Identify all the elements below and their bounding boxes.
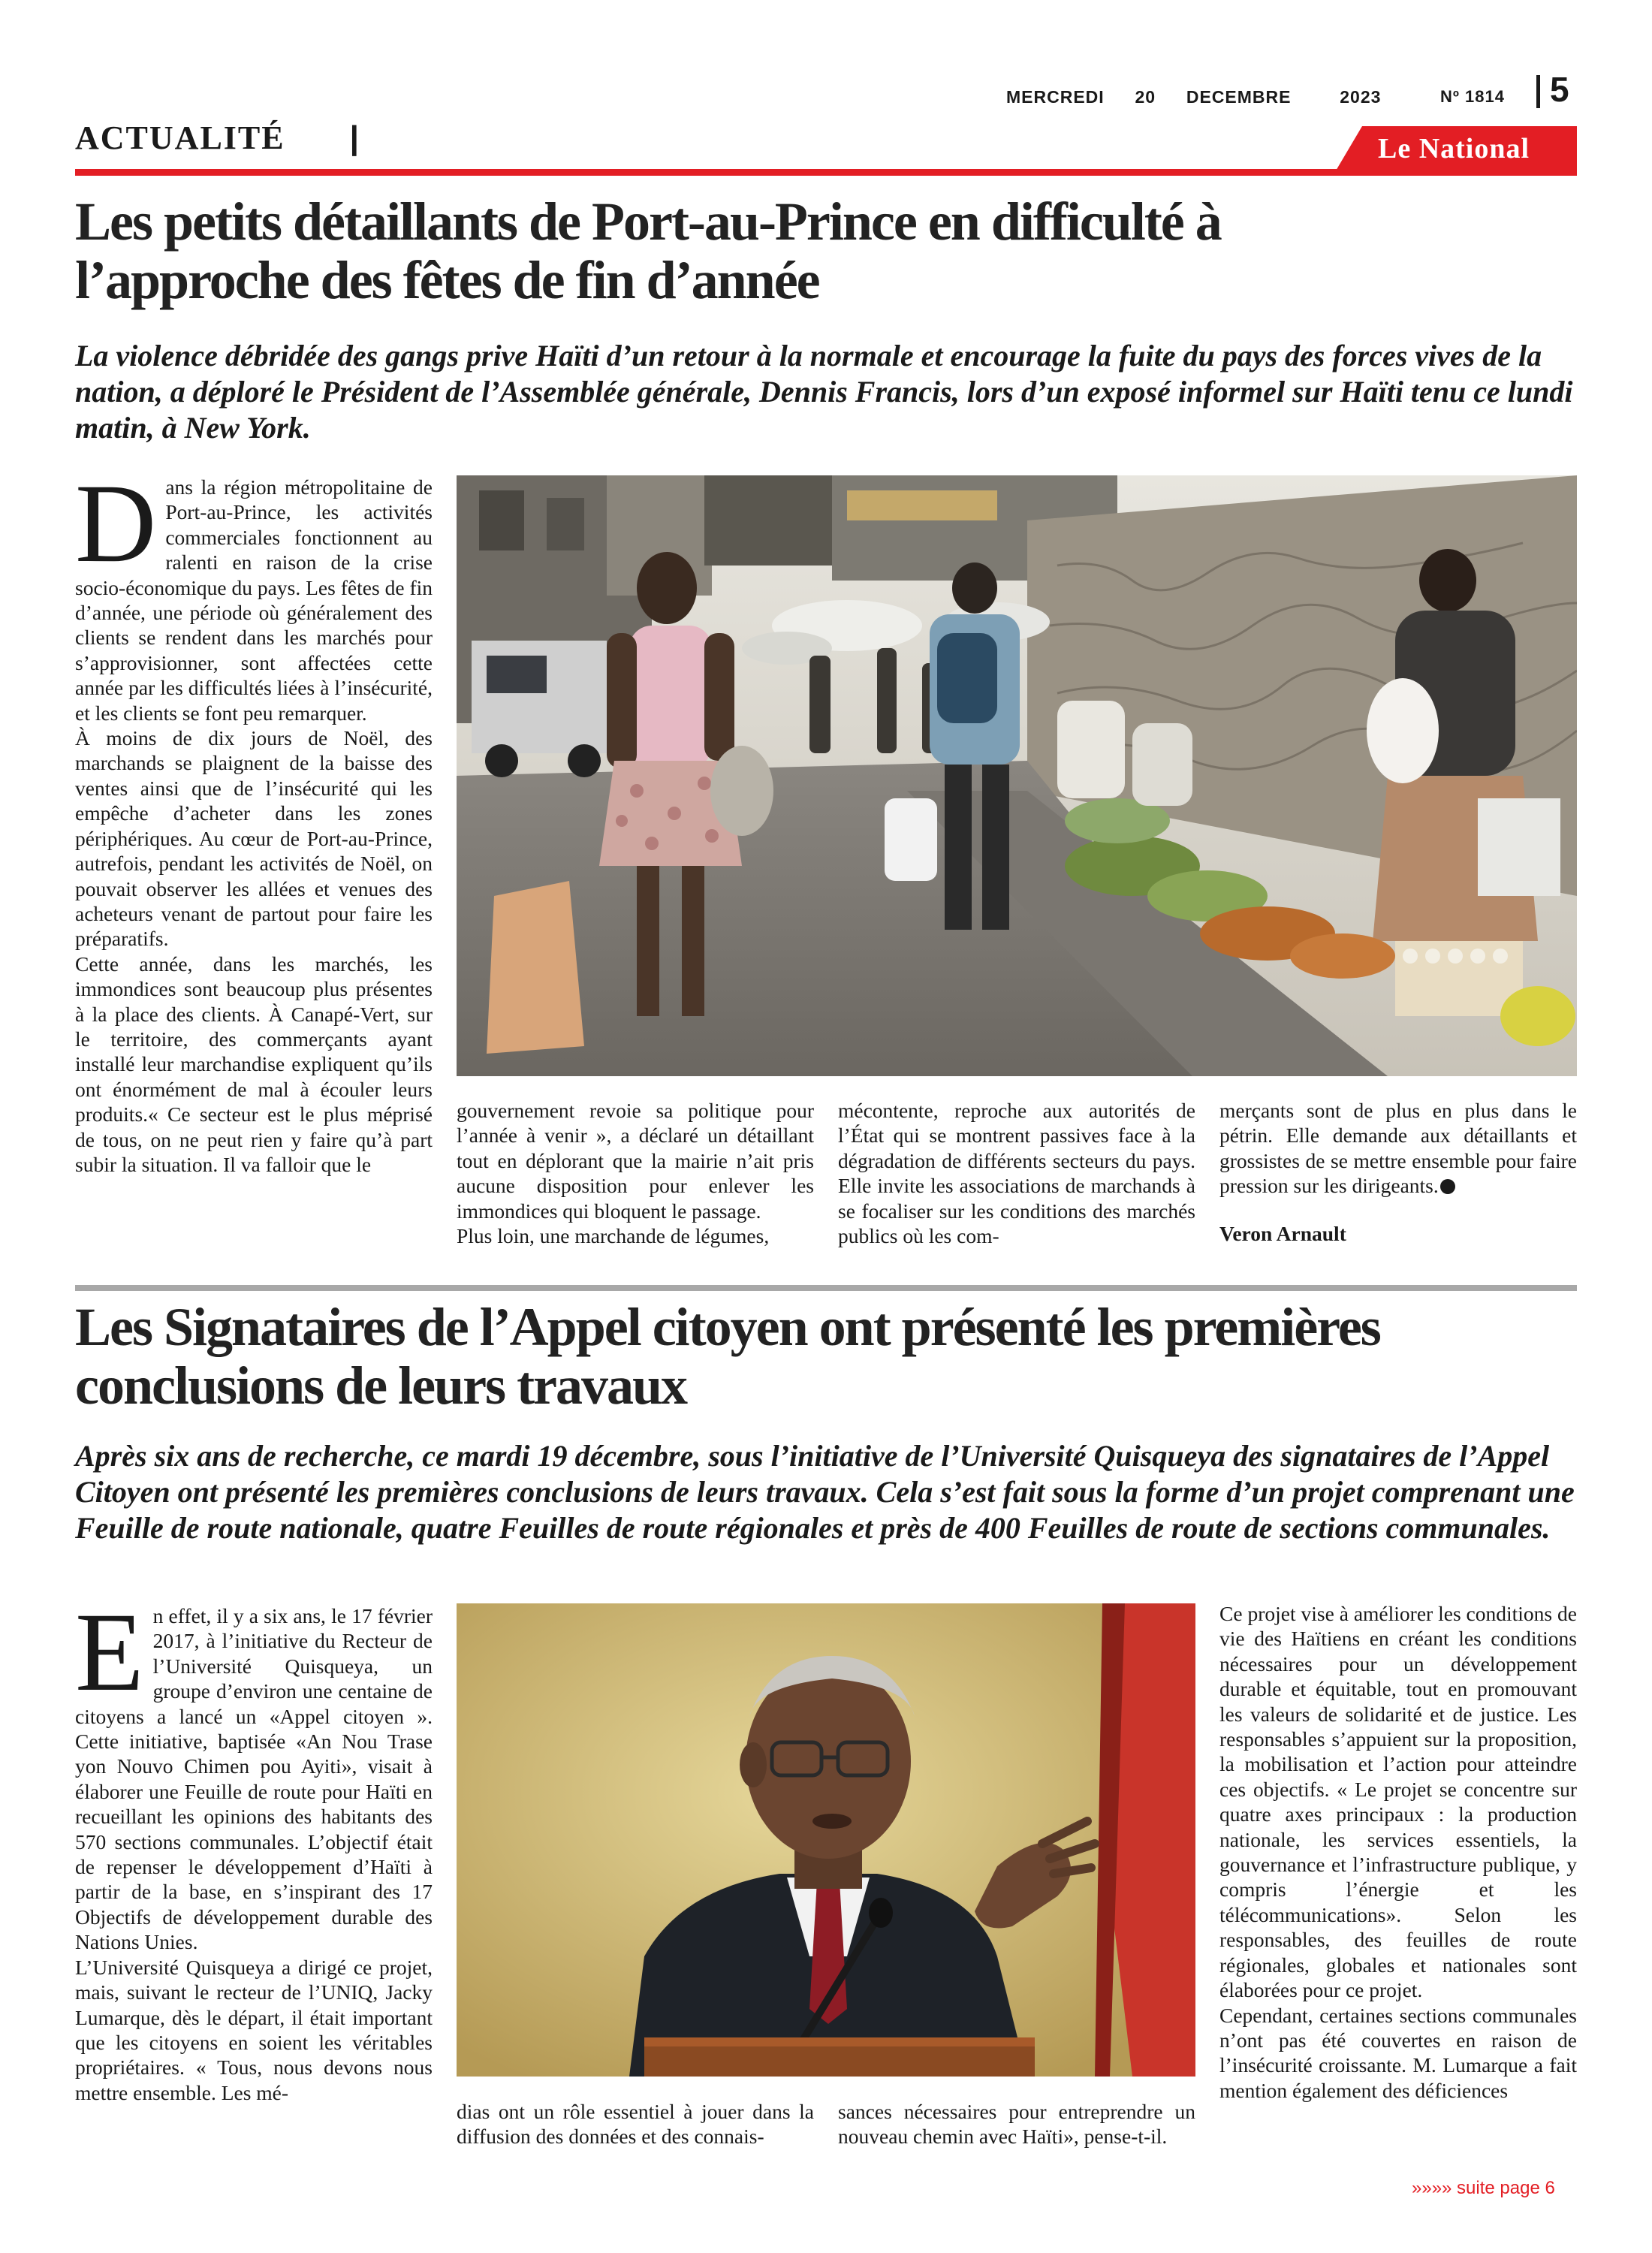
article1-column-2 (457, 1098, 814, 1248)
article2-column-1 (75, 1590, 433, 2105)
issue-number: Nº 1814 (1440, 87, 1505, 106)
article2-column-3 (838, 2099, 1195, 2149)
article2-col1-paragraph-2: L’Université Quisqueya a dirigé ce projet, mais, suivant le recteur de l’UNIQ, Jacky Lumarque, dès le départ, il était important que les citoyens en soient les véritables propriétaires. « Tous, nous devons nous mettre ensemble. Les mé- (75, 1955, 433, 2104)
article2-dropcap: E (75, 1590, 144, 1715)
article2-col1-paragraph-1: n effet, il y a six ans, le 17 février 2017, à l’initiative du Recteur de l’Université Quisqueya, un groupe d’environ une centaine de citoyens a lancé un «Appel citoyen ». Cette initiative, baptisée «An Nou Trase yon Nouvo Chimen pou Ayiti», visait à élaborer une Feuille de route pour Haïti en recueillant les opinions des habitants des 570 sections communales. L’objectif était de repenser le développement d’Haïti à partir de la base, en s’inspirant des 17 Objectifs de développement durable des Nations Unies. (75, 1604, 433, 1954)
header-month: DECEMBRE (1186, 87, 1292, 107)
article2-col2-paragraph-1: dias ont un rôle essentiel à jouer dans la diffusion des données et des connais- (457, 2100, 814, 2149)
article2-column-2 (457, 2099, 814, 2149)
section-title: ACTUALITÉ (75, 119, 285, 156)
article1-col2-paragraph-1: gouvernement revoie sa politique pour l’année à venir », a déclaré un détaillant tout en déplorant que la mairie n’ait pris aucune disposition pour enlever les immondices qui bloquent le passage. (457, 1099, 814, 1223)
article2-col4-paragraph-2: Cependant, certaines sections communales n’ont pas été couvertes en raison de l’insécurité croissante. M. Lumarque a fait mention également des déficiences (1219, 2003, 1577, 2102)
page-number: 5 (1550, 70, 1569, 109)
article1-column-1 (75, 461, 433, 1177)
article2-headline (75, 1298, 1577, 1415)
article1-col4-text: merçants sont de plus en plus dans le pétrin. Elle demande aux détaillants et grossistes de se mettre ensemble pour faire pression sur les dirigeants. (1219, 1099, 1577, 1198)
section-label (75, 119, 360, 157)
article2-col3-paragraph-1: sances nécessaires pour entreprendre un nouveau chemin avec Haïti», pense-t-il. (838, 2100, 1195, 2149)
article1-headline-line2: l’approche des fêtes de fin d’année (75, 250, 819, 310)
article2-headline-line2: conclusions de leurs travaux (75, 1356, 687, 1416)
article2-lede: Après six ans de recherche, ce mardi 19 décembre, sous l’initiative de l’Université Quisqueya des signataires de l’Appel Citoyen ont présenté les premières conclusions de leurs travaux. Cela s’est fait sous la forme d’un projet comprenant une Feuille de route nationale, quatre Feuilles de route régionales et près de 400 Feuilles de route de sections communales. (75, 1439, 1575, 1545)
article1-lede: La violence débridée des gangs prive Haïti d’un retour à la normale et encourage la fuite du pays des forces vives de la nation, a déploré le Président de l’Assemblée générale, Dennis Francis, lors d’un exposé informel sur Haïti tenu ce lundi matin, à New York. (75, 339, 1573, 445)
article1-headline-line1: Les petits détaillants de Port-au-Prince en difficulté à (75, 192, 1221, 252)
header-date-number: 20 (1135, 87, 1156, 107)
article1-author: Veron Arnault (1219, 1221, 1346, 1245)
continued-link[interactable]: »»»» suite page 6 (1412, 2178, 1555, 2198)
article1-col2-paragraph-2: Plus loin, une marchande de légumes, (457, 1224, 770, 1248)
header-day: MERCREDI (1006, 87, 1105, 107)
article1-column-3 (838, 1098, 1195, 1248)
article1-col1-paragraph-1: ans la région métropolitaine de Port-au-Prince, les activités commerciales fonctionnent au ralenti en raison de la crise socio-économique du pays. Les fêtes de fin d’année, une période où généralement des clients se rendent dans les marchés pour s’approvisionner, sont affectées cette année par les difficultés liées à l’insécurité, et les clients se font peu remarquer. (75, 475, 433, 725)
article1-dropcap: D (75, 461, 157, 586)
brand-name: Le National (1378, 133, 1530, 164)
article1-col4-paragraph-1 (1219, 1098, 1577, 1199)
article2-col4-paragraph-1: Ce projet vise à améliorer les conditions de vie des Haïtiens en créant les conditions nécessaires pour un développement durable et équitable, tout en promouvant les valeurs de solidarité et de justice. Les responsables s’appuient sur la proposition, la mobilisation et l’action pour atteindre ces objectifs. « Le projet se concentre sur quatre axes principaux : la production nationale, les services essentiels, la gouvernance et l’infrastructure publique, y compris l’énergie et les télécommunications». Selon les responsables, des feuilles de route régionales, globales et nationales sont élaborées pour ce projet. (1219, 1602, 1577, 2002)
article2-headline-line1: Les Signataires de l’Appel citoyen ont présenté les premières (75, 1297, 1380, 1357)
article1-headline (75, 192, 1577, 309)
article1-col3-paragraph-1: mécontente, reproche aux autorités de l’État qui se montrent passives face à la dégradation de différents secteurs du pays. Elle invite les associations de marchands à se focaliser sur les conditions des marchés publics où les com- (838, 1099, 1195, 1248)
article1-col1-paragraph-3: Cette année, dans les marchés, les immondices sont beaucoup plus présentes à la place des clients. À Canapé-Vert, sur le territoire, des commerçants ayant installé leur marchandise expliquent qu’ils ont énormément de mal à écouler leurs produits.« Ce secteur est le plus méprisé de tous, on ne peut rien y faire qu’à part subir la situation. Il va falloir que le (75, 952, 433, 1176)
header-year: 2023 (1340, 87, 1382, 107)
article1-column-4 (1219, 1098, 1577, 1246)
end-mark-icon (1440, 1179, 1455, 1194)
section-separator: | (349, 119, 360, 156)
article1-col1-paragraph-2: À moins de dix jours de Noël, des marchands se plaignent de la baisse des ventes ainsi que de l’insécurité qui les empêche d’acheter dans les zones périphériques. Au cœur de Port-au-Prince, autrefois, pendant les activités de Noël, on pouvait observer les allées et venues des acheteurs venant de partout pour faire les préparatifs. (75, 726, 433, 951)
article2-column-4 (1219, 1601, 1577, 2103)
speaker-photo (457, 1603, 1195, 2077)
article-divider (75, 1285, 1577, 1291)
page-number-divider (1536, 75, 1540, 108)
header-date (1006, 87, 1427, 110)
market-street-photo (457, 475, 1577, 1076)
